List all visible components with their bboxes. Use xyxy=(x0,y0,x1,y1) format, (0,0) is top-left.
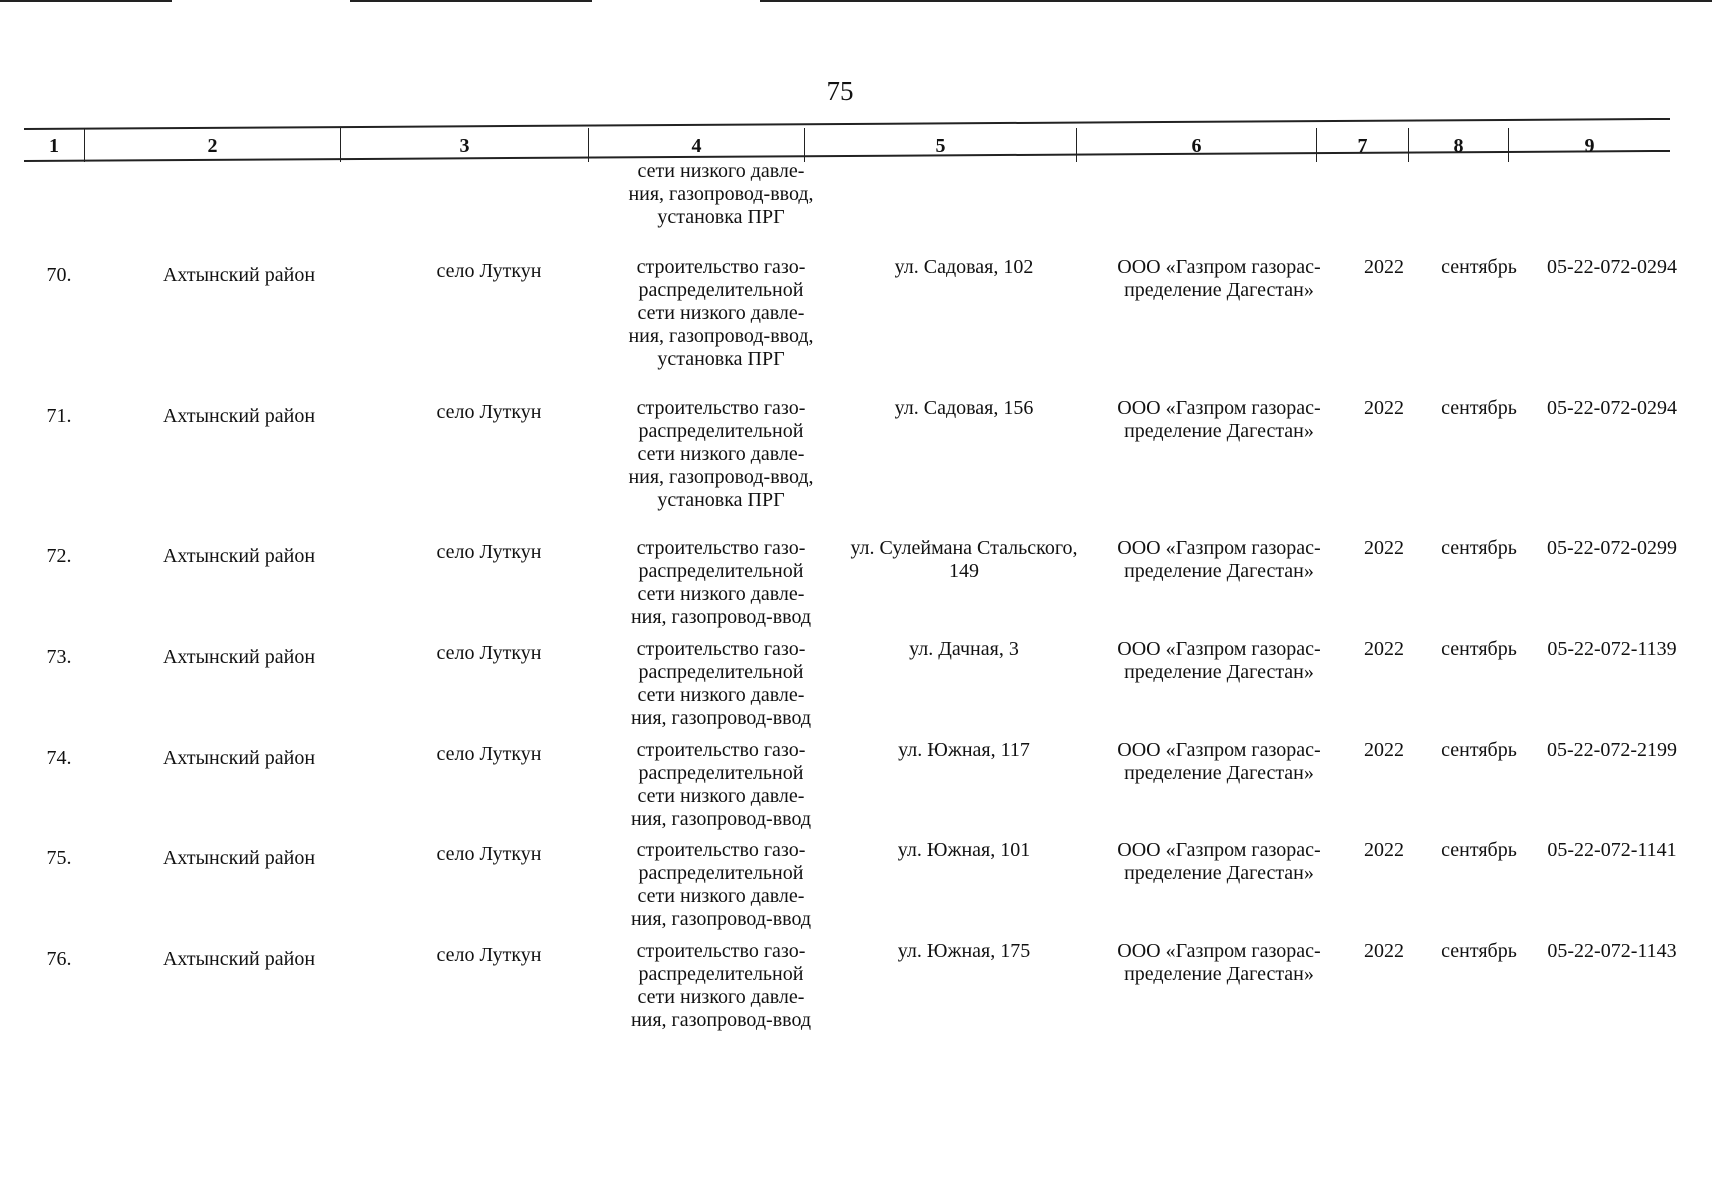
row-year: 2022 xyxy=(1364,256,1404,278)
row-code: 05-22-072-2199 xyxy=(1547,739,1677,761)
row-address: ул. Южная, 101 xyxy=(897,839,1031,861)
row-month: сентябрь xyxy=(1441,739,1517,761)
row-code: 05-22-072-0299 xyxy=(1547,537,1677,559)
row-village: село Луткун xyxy=(436,843,542,865)
row-district: Ахтынский район xyxy=(162,747,316,769)
row-district: Ахтынский район xyxy=(162,646,316,668)
header-col-1: 1 xyxy=(49,135,59,157)
row-month: сентябрь xyxy=(1441,940,1517,962)
row-number: 75. xyxy=(46,847,72,869)
row-number: 76. xyxy=(46,948,72,970)
row-organization: ООО «Газпром газорас- пределение Дагестан» xyxy=(1117,397,1321,442)
row-address: ул. Садовая, 102 xyxy=(894,256,1034,278)
row-year: 2022 xyxy=(1364,638,1404,660)
row-village: село Луткун xyxy=(436,743,542,765)
page-number: 75 xyxy=(826,76,854,106)
row-village: село Луткун xyxy=(436,260,542,282)
row-year: 2022 xyxy=(1364,839,1404,861)
row-district: Ахтынский район xyxy=(162,264,316,286)
row-month: сентябрь xyxy=(1441,397,1517,419)
row-district: Ахтынский район xyxy=(162,847,316,869)
header-col-6: 6 xyxy=(1076,128,1316,162)
row-year: 2022 xyxy=(1364,940,1404,962)
table-header xyxy=(24,128,1670,162)
header-col-7: 7 xyxy=(1316,128,1408,162)
header-col-4: 4 xyxy=(588,128,804,162)
row-village: село Луткун xyxy=(436,401,542,423)
row-month: сентябрь xyxy=(1441,638,1517,660)
row-work: строительство газо- распределительной сети низкого давле- ния, газопровод-ввод xyxy=(630,638,812,729)
row-code: 05-22-072-0294 xyxy=(1547,256,1677,278)
row-work: строительство газо- распределительной сети низкого давле- ния, газопровод-ввод, установка ПРГ xyxy=(628,397,814,511)
scan-edge-line xyxy=(760,0,1712,2)
row-code: 05-22-072-1141 xyxy=(1547,839,1677,861)
row-organization: ООО «Газпром газорас- пределение Дагестан» xyxy=(1117,537,1321,582)
header-col-5: 5 xyxy=(804,128,1076,162)
row-number: 74. xyxy=(46,747,72,769)
row-address: ул. Садовая, 156 xyxy=(894,397,1034,419)
row-number: 70. xyxy=(46,264,72,286)
row-work: строительство газо- распределительной сети низкого давле- ния, газопровод-ввод xyxy=(630,537,812,628)
row-district: Ахтынский район xyxy=(162,948,316,970)
row-village: село Луткун xyxy=(436,944,542,966)
row-district: Ахтынский район xyxy=(162,405,316,427)
row-code: 05-22-072-0294 xyxy=(1547,397,1677,419)
row-village: село Луткун xyxy=(436,642,542,664)
row-organization: ООО «Газпром газорас- пределение Дагестан» xyxy=(1117,839,1321,884)
row-month: сентябрь xyxy=(1441,256,1517,278)
row-code: 05-22-072-1143 xyxy=(1547,940,1677,962)
row-village: село Луткун xyxy=(436,541,542,563)
row-number: 72. xyxy=(46,545,72,567)
row-organization: ООО «Газпром газорас- пределение Дагестан» xyxy=(1117,638,1321,683)
header-col-2: 2 xyxy=(84,128,340,162)
header-col-8: 8 xyxy=(1408,128,1508,162)
row-work: строительство газо- распределительной сети низкого давле- ния, газопровод-ввод xyxy=(630,940,812,1031)
row-organization: ООО «Газпром газорас- пределение Дагестан» xyxy=(1117,940,1321,985)
row-organization: ООО «Газпром газорас- пределение Дагестан» xyxy=(1117,256,1321,301)
row-code: 05-22-072-1139 xyxy=(1547,638,1677,660)
row-work: строительство газо- распределительной сети низкого давле- ния, газопровод-ввод, установка ПРГ xyxy=(628,256,814,370)
row-work: строительство газо- распределительной сети низкого давле- ния, газопровод-ввод xyxy=(630,739,812,830)
row-address: ул. Дачная, 3 xyxy=(909,638,1019,660)
row-district: Ахтынский район xyxy=(162,545,316,567)
row-address: ул. Сулеймана Стальского, 149 xyxy=(850,537,1078,582)
header-col-9: 9 xyxy=(1508,128,1670,162)
row-year: 2022 xyxy=(1364,739,1404,761)
scan-edge-line xyxy=(350,0,592,2)
row-number: 71. xyxy=(46,405,72,427)
row-address: ул. Южная, 117 xyxy=(898,739,1030,761)
row-number: 73. xyxy=(46,646,72,668)
continuation-work-text: сети низкого давле- ния, газопровод-ввод, установка ПРГ xyxy=(628,160,814,228)
row-month: сентябрь xyxy=(1441,839,1517,861)
row-work: строительство газо- распределительной сети низкого давле- ния, газопровод-ввод xyxy=(630,839,812,930)
row-organization: ООО «Газпром газорас- пределение Дагестан» xyxy=(1117,739,1321,784)
scan-edge-line xyxy=(0,0,172,2)
row-year: 2022 xyxy=(1364,397,1404,419)
row-year: 2022 xyxy=(1364,537,1404,559)
row-month: сентябрь xyxy=(1441,537,1517,559)
header-col-3: 3 xyxy=(340,128,588,162)
row-address: ул. Южная, 175 xyxy=(897,940,1031,962)
